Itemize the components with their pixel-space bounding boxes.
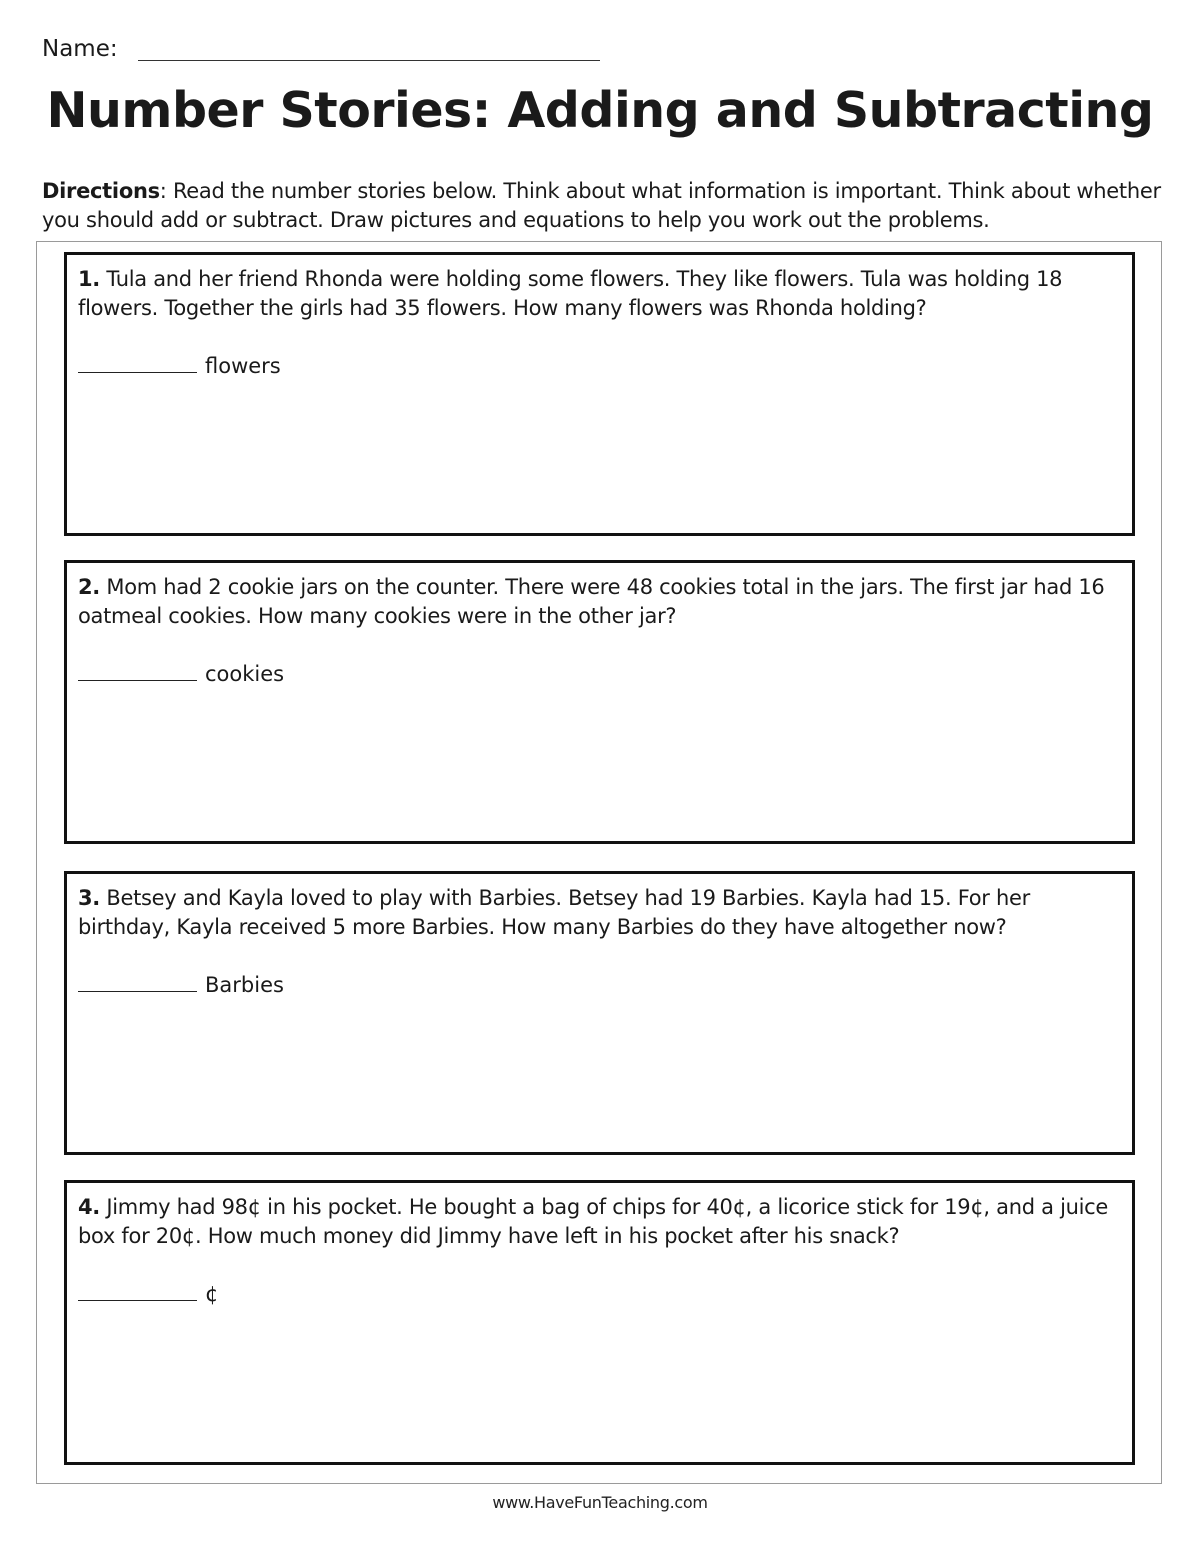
- directions-label: Directions: [42, 179, 160, 203]
- problem-box-2: [64, 560, 1135, 844]
- answer-row: [78, 660, 1120, 689]
- problem-box-1: [64, 252, 1135, 536]
- name-row: [42, 34, 600, 64]
- problem-number: 4.: [78, 1195, 100, 1219]
- answer-blank[interactable]: [78, 1280, 197, 1301]
- problem-text: [78, 573, 1120, 631]
- answer-unit: ¢: [205, 1282, 219, 1306]
- directions: [42, 177, 1162, 235]
- problem-box-3: [64, 871, 1135, 1155]
- answer-unit: cookies: [205, 662, 285, 686]
- problem-box-4: [64, 1180, 1135, 1465]
- problem-number: 1.: [78, 267, 100, 291]
- page-title: Number Stories: Adding and Subtracting: [46, 82, 1154, 139]
- answer-blank[interactable]: [78, 660, 197, 681]
- problem-question: Betsey and Kayla loved to play with Barbies. Betsey had 19 Barbies. Kayla had 15. For her birthday, Kayla received 5 more Barbies. How many Barbies do they have altogether now?: [78, 886, 1030, 939]
- answer-row: [78, 971, 1120, 1000]
- problem-text: [78, 884, 1120, 942]
- problem-text: [78, 265, 1120, 323]
- answer-unit: flowers: [205, 354, 281, 378]
- problem-text: [78, 1193, 1120, 1251]
- name-field[interactable]: [138, 60, 600, 61]
- answer-unit: Barbies: [205, 973, 284, 997]
- problem-number: 3.: [78, 886, 100, 910]
- problem-question: Jimmy had 98¢ in his pocket. He bought a bag of chips for 40¢, a licorice stick for 19¢, and a juice box for 20¢. How much money did Jimmy have left in his pocket after his snack?: [78, 1195, 1109, 1248]
- footer-website: www.HaveFunTeaching.com: [492, 1493, 708, 1512]
- name-label: Name:: [42, 36, 118, 62]
- answer-row: [78, 352, 1120, 381]
- problem-question: Tula and her friend Rhonda were holding some flowers. They like flowers. Tula was holding 18 flowers. Together the girls had 35 flowers. How many flowers was Rhonda holding?: [78, 267, 1063, 320]
- directions-text: : Read the number stories below. Think about what information is important. Think about whether you should add or subtract. Draw pictures and equations to help you work out the problems.: [42, 179, 1161, 232]
- answer-blank[interactable]: [78, 971, 197, 992]
- problem-number: 2.: [78, 575, 100, 599]
- answer-blank[interactable]: [78, 352, 197, 373]
- answer-row: [78, 1280, 1120, 1309]
- problem-question: Mom had 2 cookie jars on the counter. There were 48 cookies total in the jars. The first jar had 16 oatmeal cookies. How many cookies were in the other jar?: [78, 575, 1105, 628]
